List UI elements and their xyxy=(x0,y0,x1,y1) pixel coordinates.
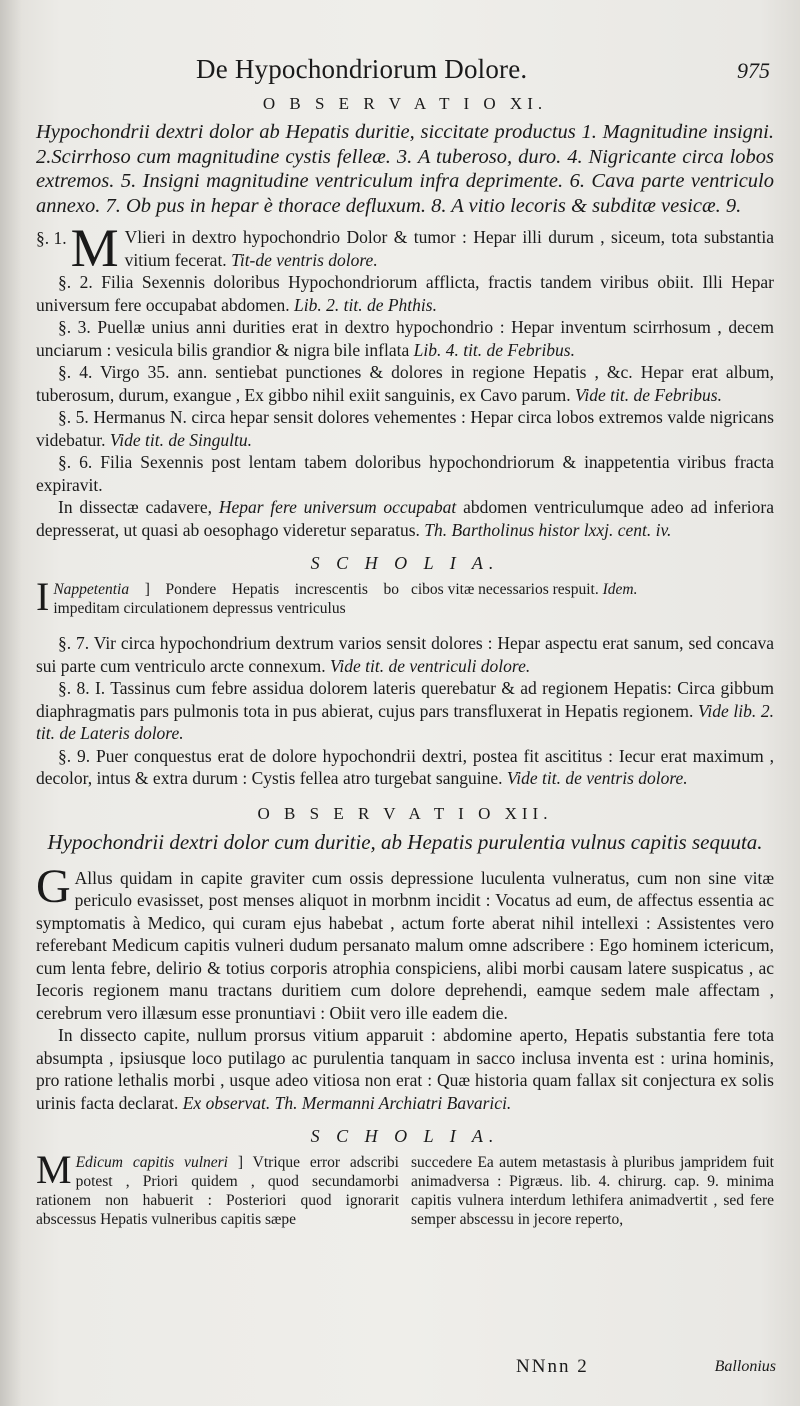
paragraph-text: §. 7. Vir circa hypochondrium dextrum varios sensit dolores : Hepar aspectu erat sanum, sed concava sui parte cum ventriculo arcte connexum. xyxy=(36,633,774,676)
paragraph-text: §. 8. I. Tassinus cum febre assidua dolorem lateris querebatur & ad regionem Hepatis: Circa gibbum diaphragmatis pars pulmonis tota in pus abierat, cujus pars transfluxerat in Hepatis regionem. xyxy=(36,678,774,721)
lemma: Nappetentia xyxy=(53,581,130,598)
observation-12-heading: O B S E R V A T I O XII. xyxy=(257,803,553,823)
scholia-right-column xyxy=(411,1153,774,1229)
reference: Ex observat. Th. Mermanni Archiatri Bavarici. xyxy=(182,1092,512,1113)
scholia-right-column xyxy=(411,580,774,618)
paragraph-5 xyxy=(36,406,774,451)
reference: Vide tit. de ventris dolore. xyxy=(506,768,688,788)
page-footer xyxy=(36,1356,780,1386)
paragraph-text: §. 9. Puer conquestus erat de dolore hypochondrii dextri, postea fit ascititus : Iecur erat maximum , decolor, intus & extra durum : Cystis fellea atro turgebat sanguine. xyxy=(36,745,774,788)
paragraph-text: In dissecto capite, nullum prorsus vitium apparuit : abdomine aperto, Hepatis substantia fere tota absumpta , ipsiusque loco putilago ac purulentia tanquam in sacco inclusa inventa est : urina hominis, pro ratione lethalis morbi , usque adeo vitiosa non erat : Quæ historia quam fallax sit conjectura ex solis urinis facta declarat. xyxy=(36,1025,774,1113)
paragraph-text: abdomen ventriculumque adeo ad inferiora depresserat, ut quasi ab oesophago videretur separatus. xyxy=(36,497,775,540)
paragraph-text: Allus quidam in capite graviter cum ossis depressione luculenta vulneratus, cum non sine vitæ periculo evasisset, post menses aliquot in morbnm incidit : Vocatus ad eum, de affectus essentia ac symptomatis à Medico, qui curam ejus habebat , actum forte aberat nihil intellexi : Assistentes vero referebant Medicum capitis vulneri dudum persanato malum omne adscribere : Ego hominem ictericum, cum lenta febre, delirio & totius corporis atrophia conspiciens, alibi morbi causam latere suspicatus , ac Iecoris regionem manu tractans duritiem cum dolore deprehendi, eamque sedem male affectam , cerebrum vero illæsum esse pronuntiavi : Obiit vero ille eadem die. xyxy=(36,867,774,1023)
paragraph-4 xyxy=(36,361,774,406)
drop-cap: M xyxy=(36,1147,72,1192)
observation-12-paragraph-1 xyxy=(36,859,774,1025)
paragraph-1 xyxy=(36,218,774,278)
observation-11-heading: O B S E R V A T I O XI. xyxy=(262,94,548,113)
running-head xyxy=(36,48,774,88)
observation-11-summary: Hypochondrii dextri dolor ab Hepatis duritie, siccitate productus 1. Magnitudine insigni. 2.Scirrhoso cum magnitudine cystis felleæ. 3. A tuberoso, duro. 4. Nigricante circa lobos extremos. 5. Insigni magnitudine ventriculum infra deprimente. 6. Cava parte ventriculo annexo. 7. Ob pus in hepar è thorace defluxum. 8. A vitio lecoris & subditæ vesicæ. 9. xyxy=(36,121,774,217)
paragraph-text: §. 2. Filia Sexennis doloribus Hypochondriorum afflicta, fractis tandem viribus obiit. Illi Hepar universum fere occupabat abdomen. xyxy=(36,272,774,315)
emphasis: Hepar fere universum occupabat xyxy=(218,497,457,517)
reference: Vide tit. de ventriculi dolore. xyxy=(330,655,531,676)
scholia-text: cibos vitæ necessarios respuit. xyxy=(411,581,599,598)
scholia-block-2 xyxy=(36,1147,774,1229)
scholia-text: ] Vtrique error adscribi potest , Priori quidem , quod secundamorbi rationem non habuerit : Posteriori quod ignorarit abscessus Hepatis vulneribus capitis sæpe xyxy=(36,1154,399,1228)
paragraph-3 xyxy=(36,316,774,361)
paragraph-text: §. 6. Filia Sexennis post lentam tabem doloribus hypochondriorum & inappetentia viribus fracta expiravit. xyxy=(36,452,774,495)
paragraph-text: In dissectæ cadavere, xyxy=(58,497,213,517)
reference: Lib. 4. tit. de Febribus. xyxy=(413,339,575,360)
reference: Th. Bartholinus histor lxxj. cent. iv. xyxy=(424,519,672,540)
scholia-text: ] Pondere Hepatis increscentis bo impeditam circulationem depressus ventriculus xyxy=(53,581,400,617)
paragraph-2 xyxy=(36,271,774,316)
running-title: De Hypochondriorum Dolore. xyxy=(196,54,528,84)
scholia-left-column xyxy=(36,574,400,619)
catchword: Ballonius xyxy=(714,1358,776,1375)
scholia-text: succedere Ea autem metastasis à pluribus jampridem fuit animadversa : Pigræus. lib. 4. chirurg. cap. 9. minima capitis vulnera interdum lethifera animadvertit , sed fere semper abscessu in jecore reperto, xyxy=(411,1154,774,1228)
observation-12-summary: Hypochondrii dextri dolor cum duritie, ab Hepatis purulentia vulnus capitis sequuta. xyxy=(47,829,763,854)
reference: Idem. xyxy=(602,581,638,598)
drop-cap: M xyxy=(70,218,119,278)
lemma: Edicum capitis vulneri xyxy=(75,1154,228,1171)
drop-cap: I xyxy=(36,574,50,619)
paragraph-text: Vlieri in dextro hypochondrio Dolor & tumor : Hepar illi durum , siceum, tota substantia vitium fecerat. xyxy=(124,227,774,270)
reference: Vide tit. de Singultu. xyxy=(109,429,252,450)
reference: Vide tit. de Febribus. xyxy=(575,384,722,405)
paragraph-6 xyxy=(36,451,774,496)
paragraph-9 xyxy=(36,745,774,790)
scholia-heading-2: S C H O L I A. xyxy=(310,1126,500,1146)
paragraph-text: §. 4. Virgo 35. ann. sentiebat punctiones & dolores in regione Hepatis , &c. Hepar erat album, tuberosum, durum, exangue , Ex gibbo nihil exiit sanguinis, ex Cavo parum. xyxy=(36,362,774,405)
paragraph-text: §. 3. Puellæ unius anni durities erat in dextro hypochondrio : Hepar inventum scirrhosum , decem unciarum : vesicula bilis grandior & nigra bile inflata xyxy=(36,317,774,360)
reference: Vide lib. 2. tit. de Lateris dolore. xyxy=(36,700,774,743)
observation-12-paragraph-2 xyxy=(36,1024,774,1114)
reference: Lib. 2. tit. de Phthis. xyxy=(294,294,437,315)
page-number: 975 xyxy=(737,58,770,83)
paragraph-7 xyxy=(36,632,774,677)
reference: Tit-de ventris dolore. xyxy=(231,249,378,270)
drop-cap: G xyxy=(36,859,71,913)
paragraph-text: §. 5. Hermanus N. circa hepar sensit dolores vehementes : Hepar circa lobos extremos valde nigricans videbatur. xyxy=(36,407,774,450)
scholia-left-column xyxy=(36,1147,399,1229)
paragraph-8 xyxy=(36,677,774,745)
section-mark: §. 1. xyxy=(36,228,67,248)
paragraph-6b xyxy=(36,496,774,541)
scholia-heading: S C H O L I A. xyxy=(310,553,500,573)
scholia-block xyxy=(36,574,774,619)
signature-mark: NNnn 2 xyxy=(516,1356,589,1377)
